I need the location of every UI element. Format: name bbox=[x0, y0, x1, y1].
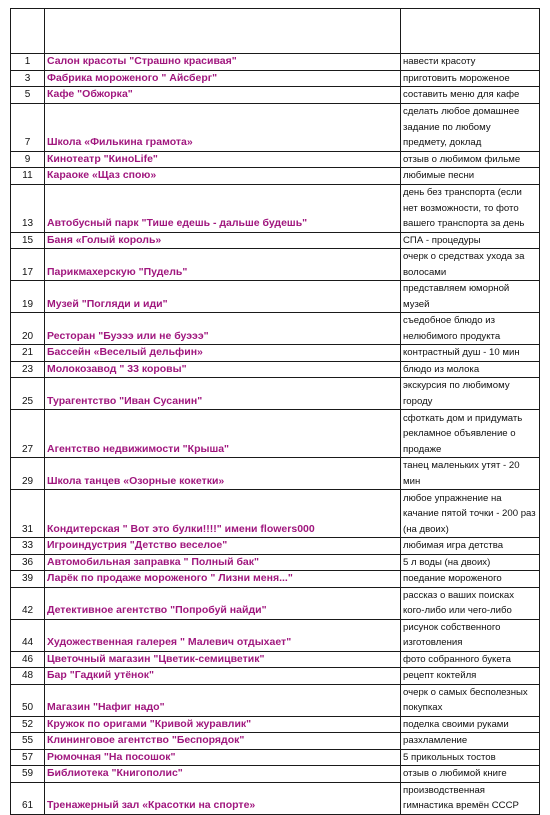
task-cell[interactable]: 5 л воды (на двоих) bbox=[401, 554, 540, 571]
place-name-cell[interactable]: Автобусный парк "Тише едешь - дальше будешь" bbox=[45, 184, 401, 232]
table-row bbox=[11, 782, 540, 814]
table-row bbox=[11, 313, 540, 345]
row-number-cell[interactable]: 29 bbox=[11, 458, 45, 490]
task-cell[interactable]: танец маленьких утят - 20 мин bbox=[401, 458, 540, 490]
place-name-cell[interactable]: Школа «Филькина грамота» bbox=[45, 103, 401, 151]
table-row bbox=[11, 345, 540, 362]
row-number-cell[interactable]: 27 bbox=[11, 410, 45, 458]
row-number-cell[interactable]: 13 bbox=[11, 184, 45, 232]
place-name-cell[interactable]: Агентство недвижимости "Крыша" bbox=[45, 410, 401, 458]
task-cell[interactable]: разхламление bbox=[401, 733, 540, 750]
place-name-cell[interactable]: Игроиндустрия "Детство веселое" bbox=[45, 538, 401, 555]
task-cell[interactable]: поедание мороженого bbox=[401, 571, 540, 588]
place-name-cell[interactable]: Парикмахерскую "Пудель" bbox=[45, 249, 401, 281]
task-cell[interactable]: рецепт коктейля bbox=[401, 668, 540, 685]
table-row bbox=[11, 151, 540, 168]
row-number-cell[interactable]: 1 bbox=[11, 54, 45, 71]
tasks-table bbox=[10, 8, 540, 815]
row-number-cell[interactable]: 5 bbox=[11, 87, 45, 104]
place-name-cell[interactable]: Библиотека "Книгополис" bbox=[45, 766, 401, 783]
task-cell[interactable]: производственная гимнастика времён СССР bbox=[401, 782, 540, 814]
place-name-cell[interactable]: Цветочный магазин "Цветик-семицветик" bbox=[45, 651, 401, 668]
task-cell[interactable]: отзыв о любимом фильме bbox=[401, 151, 540, 168]
table-row bbox=[11, 232, 540, 249]
task-cell[interactable]: фото собранного букета bbox=[401, 651, 540, 668]
place-name-cell[interactable]: Кинотеатр "КиноLife" bbox=[45, 151, 401, 168]
table-row bbox=[11, 651, 540, 668]
place-name-cell[interactable]: Тренажерный зал «Красотки на спорте» bbox=[45, 782, 401, 814]
table-row bbox=[11, 70, 540, 87]
table-row bbox=[11, 281, 540, 313]
task-cell[interactable]: составить меню для кафе bbox=[401, 87, 540, 104]
place-name-cell[interactable]: Бар "Гадкий утёнок" bbox=[45, 668, 401, 685]
place-name-cell[interactable]: Рюмочная "На посошок" bbox=[45, 749, 401, 766]
task-cell[interactable]: 5 прикольных тостов bbox=[401, 749, 540, 766]
task-cell[interactable]: любое упражнение на качание пятой точки - 200 раз (на двоих) bbox=[401, 490, 540, 538]
table-row bbox=[11, 54, 540, 71]
row-number-cell[interactable]: 20 bbox=[11, 313, 45, 345]
place-name-cell[interactable]: Ларёк по продаже мороженого " Лизни меня..." bbox=[45, 571, 401, 588]
table-row bbox=[11, 716, 540, 733]
place-name-cell[interactable]: Школа танцев «Озорные кокетки» bbox=[45, 458, 401, 490]
task-cell[interactable]: очерк о средствах ухода за волосами bbox=[401, 249, 540, 281]
header-row bbox=[11, 9, 540, 54]
task-cell[interactable]: представляем юморной музей bbox=[401, 281, 540, 313]
row-number-cell[interactable]: 7 bbox=[11, 103, 45, 151]
task-cell[interactable]: блюдо из молока bbox=[401, 361, 540, 378]
table-row bbox=[11, 168, 540, 185]
row-number-cell[interactable]: 11 bbox=[11, 168, 45, 185]
header-cell[interactable] bbox=[45, 9, 401, 54]
task-cell[interactable]: контрастный душ - 10 мин bbox=[401, 345, 540, 362]
place-name-cell[interactable]: Клининговое агентство "Беспорядок" bbox=[45, 733, 401, 750]
task-cell[interactable]: отзыв о любимой книге bbox=[401, 766, 540, 783]
table-row bbox=[11, 458, 540, 490]
place-name-cell[interactable]: Музей "Погляди и иди" bbox=[45, 281, 401, 313]
table-row bbox=[11, 184, 540, 232]
place-name-cell[interactable]: Молокозавод " 33 коровы" bbox=[45, 361, 401, 378]
table-row bbox=[11, 87, 540, 104]
row-number-cell[interactable]: 31 bbox=[11, 490, 45, 538]
place-name-cell[interactable]: Фабрика мороженого " Айсберг" bbox=[45, 70, 401, 87]
row-number-cell[interactable]: 9 bbox=[11, 151, 45, 168]
table-row bbox=[11, 490, 540, 538]
place-name-cell[interactable]: Кафе "Обжорка" bbox=[45, 87, 401, 104]
row-number-cell[interactable]: 61 bbox=[11, 782, 45, 814]
row-number-cell[interactable]: 55 bbox=[11, 733, 45, 750]
row-number-cell[interactable]: 52 bbox=[11, 716, 45, 733]
task-cell[interactable]: поделка своими руками bbox=[401, 716, 540, 733]
place-name-cell[interactable]: Кондитерская " Вот это булки!!!!" имени flowers000 bbox=[45, 490, 401, 538]
place-name-cell[interactable]: Детективное агентство "Попробуй найди" bbox=[45, 587, 401, 619]
row-number-cell[interactable]: 39 bbox=[11, 571, 45, 588]
row-number-cell[interactable]: 33 bbox=[11, 538, 45, 555]
place-name-cell[interactable]: Караоке «Щаз спою» bbox=[45, 168, 401, 185]
table-row bbox=[11, 103, 540, 151]
table-row bbox=[11, 766, 540, 783]
task-cell[interactable]: навести красоту bbox=[401, 54, 540, 71]
row-number-cell[interactable]: 19 bbox=[11, 281, 45, 313]
table-row bbox=[11, 571, 540, 588]
row-number-cell[interactable]: 50 bbox=[11, 684, 45, 716]
row-number-cell[interactable]: 15 bbox=[11, 232, 45, 249]
row-number-cell[interactable]: 57 bbox=[11, 749, 45, 766]
tasks-table-body bbox=[11, 9, 540, 815]
place-name-cell[interactable]: Баня «Голый король» bbox=[45, 232, 401, 249]
row-number-cell[interactable]: 46 bbox=[11, 651, 45, 668]
table-row bbox=[11, 684, 540, 716]
table-row bbox=[11, 249, 540, 281]
table-row bbox=[11, 587, 540, 619]
table-row bbox=[11, 554, 540, 571]
row-number-cell[interactable]: 21 bbox=[11, 345, 45, 362]
task-cell[interactable]: СПА - процедуры bbox=[401, 232, 540, 249]
row-number-cell[interactable]: 36 bbox=[11, 554, 45, 571]
task-cell[interactable]: съедобное блюдо из нелюбимого продукта bbox=[401, 313, 540, 345]
place-name-cell[interactable]: Художественная галерея " Малевич отдыхает" bbox=[45, 619, 401, 651]
row-number-cell[interactable]: 25 bbox=[11, 378, 45, 410]
header-cell[interactable] bbox=[11, 9, 45, 54]
table-row bbox=[11, 410, 540, 458]
place-name-cell[interactable]: Бассейн «Веселый дельфин» bbox=[45, 345, 401, 362]
table-row bbox=[11, 378, 540, 410]
place-name-cell[interactable]: Кружок по оригами "Кривой журавлик" bbox=[45, 716, 401, 733]
table-row bbox=[11, 538, 540, 555]
header-cell[interactable] bbox=[401, 9, 540, 54]
place-name-cell[interactable]: Ресторан "Буэээ или не буэээ" bbox=[45, 313, 401, 345]
task-cell[interactable]: любимая игра детства bbox=[401, 538, 540, 555]
task-cell[interactable]: приготовить мороженое bbox=[401, 70, 540, 87]
spreadsheet bbox=[10, 8, 539, 815]
place-name-cell[interactable]: Турагентство "Иван Сусанин" bbox=[45, 378, 401, 410]
task-cell[interactable]: сделать любое домашнее задание по любому предмету, доклад bbox=[401, 103, 540, 151]
place-name-cell[interactable]: Магазин "Нафиг надо" bbox=[45, 684, 401, 716]
table-row bbox=[11, 733, 540, 750]
task-cell[interactable]: рассказ о ваших поисках кого-либо или чего-либо bbox=[401, 587, 540, 619]
table-row bbox=[11, 361, 540, 378]
row-number-cell[interactable]: 3 bbox=[11, 70, 45, 87]
task-cell[interactable]: рисунок собственного изготовления bbox=[401, 619, 540, 651]
task-cell[interactable]: день без транспорта (если нет возможности, то фото вашего транспорта за день bbox=[401, 184, 540, 232]
row-number-cell[interactable]: 44 bbox=[11, 619, 45, 651]
row-number-cell[interactable]: 17 bbox=[11, 249, 45, 281]
task-cell[interactable]: любимые песни bbox=[401, 168, 540, 185]
table-row bbox=[11, 619, 540, 651]
task-cell[interactable]: экскурсия по любимому городу bbox=[401, 378, 540, 410]
table-row bbox=[11, 668, 540, 685]
task-cell[interactable]: сфоткать дом и придумать рекламное объявление о продаже bbox=[401, 410, 540, 458]
row-number-cell[interactable]: 48 bbox=[11, 668, 45, 685]
task-cell[interactable]: очерк о самых бесполезных покупках bbox=[401, 684, 540, 716]
row-number-cell[interactable]: 23 bbox=[11, 361, 45, 378]
place-name-cell[interactable]: Автомобильная заправка " Полный бак" bbox=[45, 554, 401, 571]
row-number-cell[interactable]: 42 bbox=[11, 587, 45, 619]
table-row bbox=[11, 749, 540, 766]
row-number-cell[interactable]: 59 bbox=[11, 766, 45, 783]
place-name-cell[interactable]: Салон красоты "Страшно красивая" bbox=[45, 54, 401, 71]
